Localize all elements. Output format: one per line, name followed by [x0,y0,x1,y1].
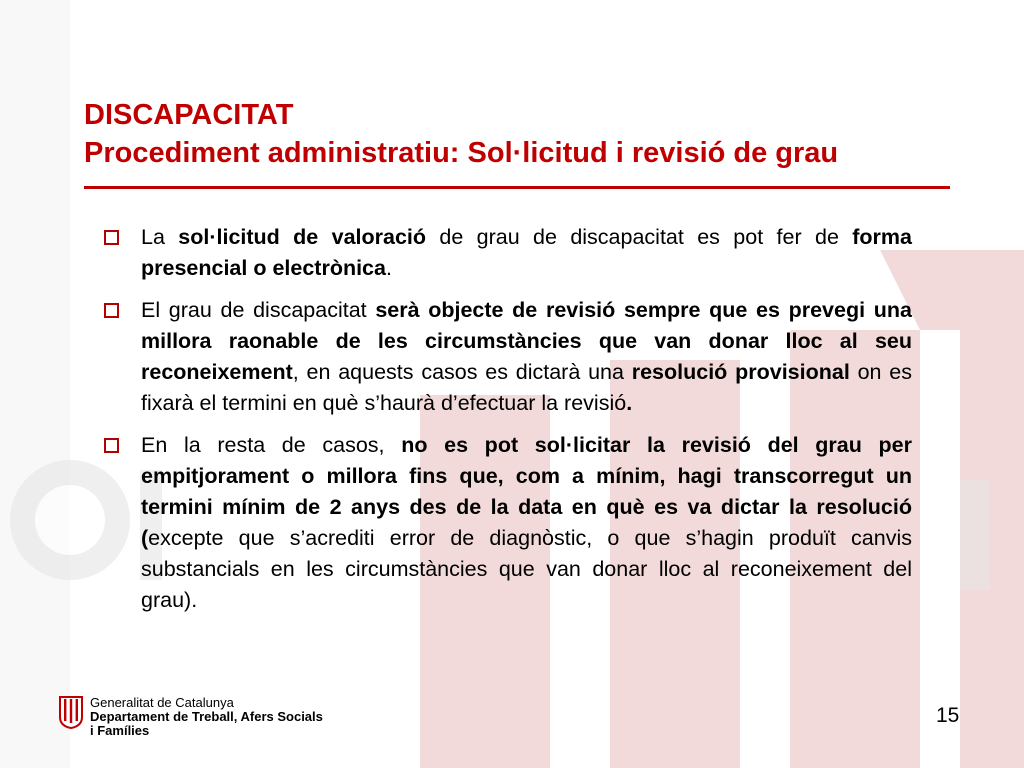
square-bullet-icon [104,438,119,453]
text-run-bold: forma presencial o electrònica [141,225,912,280]
slide-title [84,96,984,172]
text-run: El grau de discapacitat [141,298,376,322]
bullet-item [104,295,912,419]
text-run: de grau de discapacitat es pot fer de [426,225,853,249]
text-run: , en aquests casos es dictarà una [292,360,632,384]
text-run: . [385,256,392,280]
text-run-bold: sol·licitud de valoració [178,225,427,249]
bullet-item [104,222,912,284]
bullet-text [141,430,912,616]
org-line-2: Departament de Treball, Afers Socials [90,709,323,724]
text-run: on es fixarà el termini en què s’haurà d’efectuar la revisió [141,360,912,415]
org-line-1: Generalitat de Catalunya [90,695,234,710]
square-bullet-icon [104,230,119,245]
bullet-text [141,295,912,419]
square-bullet-icon [104,303,119,318]
text-run-bold: . [626,391,633,415]
text-run: excepte que s’acrediti error de diagnòstic, o que s’hagin produït canvis substancials en les circumstàncies que van donar lloc al reconeixement del grau). [141,526,912,612]
text-run: En la resta de casos, [141,433,402,457]
title-line-1: DISCAPACITAT [84,99,294,131]
page-number: 15 [936,704,960,727]
org-line-3: i Famílies [90,723,150,738]
bullet-text [141,222,912,284]
generalitat-emblem-icon [58,695,84,729]
text-run-bold: no es pot sol·licitar la revisió del grau per empitjorament o millora fins que, com a mínim, hagi transcorregut un termini mínim de 2 anys des de la data en què es va dictar la resolució ( [141,433,913,550]
department-name [90,693,323,741]
title-line-2: Procediment administratiu: Sol·licitud i revisió de grau [84,137,839,169]
footer-organization [58,693,348,741]
text-run-bold: resolució provisional [631,360,850,384]
title-underline [84,186,950,189]
bullet-item [104,430,912,616]
bullet-list [104,222,912,627]
text-run: La [141,225,179,249]
text-run-bold: serà objecte de revisió sempre que es prevegi una millora raonable de les circumstàncies que van donar lloc al seu reconeixement [141,298,912,384]
